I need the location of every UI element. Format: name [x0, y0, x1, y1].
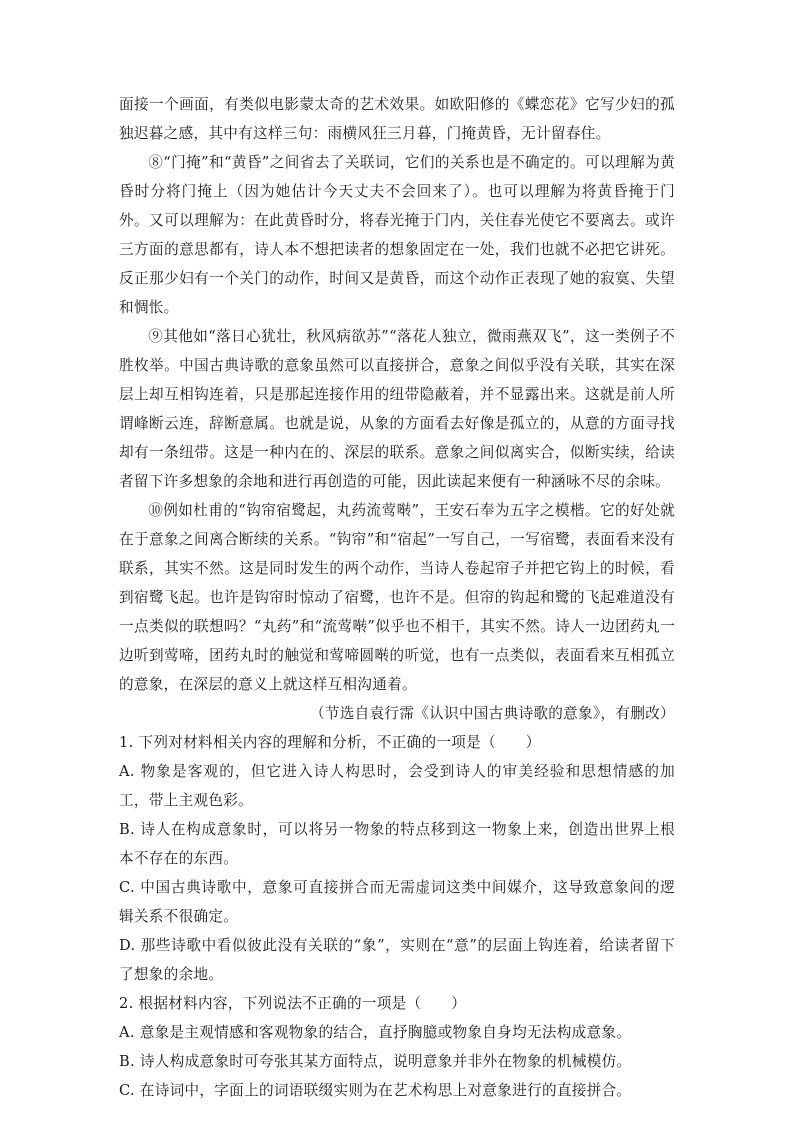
question-1-stem: 1. 下列对材料相关内容的理解和分析，不正确的一项是（ ）	[119, 734, 541, 751]
question-2-option-c: C. 在诗词中，字面上的词语联缀实则为在艺术构思上对意象进行的直接拼合。	[119, 1082, 632, 1099]
question-1-option-d: D. 那些诗歌中看似彼此没有关联的“象”，实则在“意”的层面上钩连着，给读者留下了想象的余地。	[119, 937, 675, 983]
paragraph-9: ⑨其他如“落日心犹壮，秋风病欲苏”“落花人独立，微雨燕双飞”，这一类例子不胜枚举。中国古典诗歌的意象虽然可以直接拼合，意象之间似乎没有关联，其实在深层上却互相钩连着，只是那起连接作用的纽带隐蔽着，并不显露出来。这就是前人所谓峰断云连，辞断意属。也就是说，从象的方面看去好像是孤立的，从意的方面寻找却有一条纽带。这是一种内在的、深层的联系。意象之间似离实合，似断实续，给读者留下许多想象的余地和进行再创造的可能，因此读起来便有一种涵咏不尽的余味。	[119, 328, 675, 490]
question-2-option-b: B. 诗人构成意象时可夸张其某方面特点，说明意象并非外在物象的机械模仿。	[119, 1053, 632, 1070]
question-2-stem: 2. 根据材料内容，下列说法不正确的一项是（ ）	[119, 995, 467, 1012]
question-2-option-a: A. 意象是主观情感和客观物象的结合，直抒胸臆或物象自身均无法构成意象。	[119, 1024, 632, 1041]
question-1-option-a: A. 物象是客观的，但它进入诗人构思时，会受到诗人的审美经验和思想情感的加工，带上主观色彩。	[119, 763, 675, 809]
paragraph-10: ⑩例如杜甫的“钩帘宿鹭起，丸药流莺啭”，王安石奉为五字之模楷。它的好处就在于意象之间离合断续的关系。“钩帘”和“宿起”一写自己，一写宿鹭，表面看来没有联系，其实不然。这是同时发生的两个动作，当诗人卷起帘子并把它钩上的时候，看到宿鹭飞起。也许是钩帘时惊动了宿鹭，也许不是。但帘的钩起和鹭的飞起难道没有一点类似的联想吗？“丸药”和“流莺啭”似乎也不相干，其实不然。诗人一边团药丸一边听到莺啼，团药丸时的触觉和莺啼圆啭的听觉，也有一点类似，表面看来互相孤立的意象，在深层的意义上就这样互相沟通着。	[119, 502, 675, 693]
paragraph-8: ⑧“门掩”和“黄昏”之间省去了关联词，它们的关系也是不确定的。可以理解为黄昏时分将门掩上（因为她估计今天丈夫不会回来了）。也可以理解为将黄昏掩于门外。又可以理解为：在此黄昏时分，将春光掩于门内，关住春光使它不要离去。或许三方面的意思都有，诗人本不想把读者的想象固定在一处，我们也就不必把它讲死。反正那少妇有一个关门的动作，时间又是黄昏，而这个动作正表现了她的寂寞、失望和惆怅。	[119, 154, 675, 316]
question-1-option-c: C. 中国古典诗歌中，意象可直接拼合而无需虚词这类中间媒介，这导致意象间的逻辑关系不很确定。	[119, 879, 675, 925]
paragraph-continued: 面接一个画面，有类似电影蒙太奇的艺术效果。如欧阳修的《蝶恋花》它写少妇的孤独迟暮之感，其中有这样三句：雨横风狂三月暮，门掩黄昏，无计留春住。	[119, 96, 675, 142]
source-citation: （节选自袁行霈《认识中国古典诗歌的意象》，有删改）	[309, 705, 675, 722]
document-page	[119, 90, 675, 1105]
question-1-option-b: B. 诗人在构成意象时，可以将另一物象的特点移到这一物象上来，创造出世界上根本不存在的东西。	[119, 821, 675, 867]
